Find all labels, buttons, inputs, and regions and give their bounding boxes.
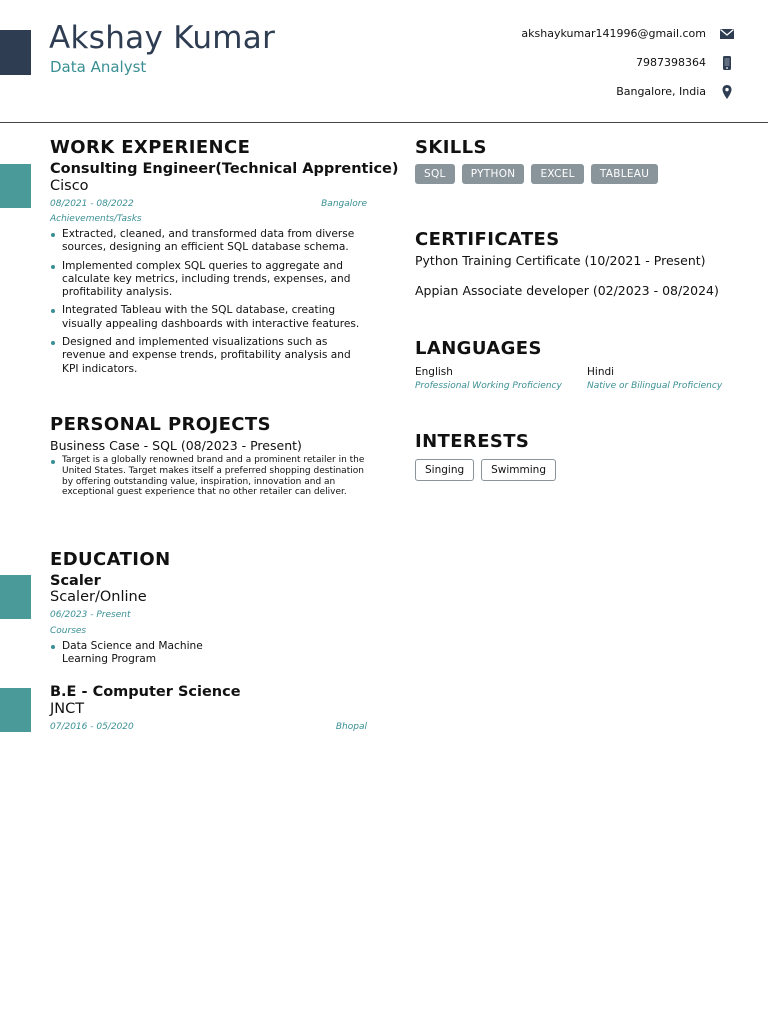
skill-tag: EXCEL	[531, 164, 583, 184]
work-experience-heading: WORK EXPERIENCE	[50, 137, 251, 158]
header-accent-bar	[0, 30, 31, 75]
education-degree: Scaler	[50, 573, 101, 589]
envelope-icon	[719, 26, 735, 42]
personal-projects-heading: PERSONAL PROJECTS	[50, 414, 271, 435]
interests-heading: INTERESTS	[415, 431, 530, 452]
interest-tag: Singing	[415, 459, 474, 481]
language-name: English	[415, 366, 453, 378]
job-subheading: Achievements/Tasks	[50, 214, 142, 224]
skill-tag: PYTHON	[462, 164, 525, 184]
skills-heading: SKILLS	[415, 137, 487, 158]
candidate-role: Data Analyst	[50, 58, 147, 76]
job-dates: 08/2021 - 08/2022	[50, 199, 134, 209]
skill-tag: TABLEAU	[591, 164, 658, 184]
certificate-item: Appian Associate developer (02/2023 - 08/2024)	[415, 283, 719, 298]
certificates-heading: CERTIFICATES	[415, 229, 560, 250]
education-dates: 07/2016 - 05/2020	[50, 722, 134, 732]
certificate-item: Python Training Certificate (10/2021 - Present)	[415, 253, 706, 268]
education-school: JNCT	[50, 701, 85, 717]
job-location: Bangalore	[321, 199, 367, 209]
interests-tag-list	[415, 459, 556, 481]
contact-location: Bangalore, India	[616, 85, 706, 98]
education-bullet-list	[50, 640, 220, 672]
education-subheading: Courses	[50, 626, 87, 636]
education-school: Scaler/Online	[50, 589, 147, 605]
education-heading: EDUCATION	[50, 549, 171, 570]
job-company: Cisco	[50, 178, 89, 194]
interest-tag: Swimming	[481, 459, 556, 481]
skill-tag: SQL	[415, 164, 455, 184]
list-item: Implemented complex SQL queries to aggregate and calculate key metrics, including trends, expenses, and profitability analysis.	[50, 260, 370, 300]
list-item: Data Science and Machine Learning Program	[50, 640, 220, 667]
project-name: Business Case - SQL (08/2023 - Present)	[50, 438, 302, 453]
language-name: Hindi	[587, 366, 615, 378]
education-degree: B.E - Computer Science	[50, 684, 241, 700]
language-level: Native or Bilingual Proficiency	[587, 381, 723, 391]
skills-tag-list	[415, 164, 658, 184]
list-item: Designed and implemented visualizations such as revenue and expense trends, profitability analysis and KPI indicators.	[50, 336, 370, 376]
list-item: Target is a globally renowned brand and a prominent retailer in the United States. Target makes itself a preferred shopping destination by offering outstanding value, inspiration, innovation and an exceptional guest experience that no other retailer can deliver.	[50, 455, 372, 498]
phone-icon	[719, 55, 735, 71]
contact-email[interactable]: akshaykumar141996@gmail.com	[521, 27, 706, 40]
list-item: Extracted, cleaned, and transformed data from diverse sources, designing an efficient SQL database schema.	[50, 228, 370, 255]
languages-heading: LANGUAGES	[415, 338, 542, 359]
contact-phone[interactable]: 7987398364	[636, 56, 706, 69]
job-position: Consulting Engineer(Technical Apprentice)	[50, 161, 399, 177]
map-pin-icon	[719, 84, 735, 100]
education-dates: 06/2023 - Present	[50, 610, 131, 620]
education-location: Bhopal	[335, 722, 367, 732]
job-bullet-list	[50, 228, 370, 381]
education-accent-bar	[0, 688, 31, 732]
language-level: Professional Working Proficiency	[415, 381, 562, 391]
job-accent-bar	[0, 164, 31, 208]
list-item: Integrated Tableau with the SQL database, creating visually appealing dashboards with interactive features.	[50, 304, 370, 331]
header-divider	[0, 122, 768, 123]
education-accent-bar	[0, 575, 31, 619]
project-bullet-list	[50, 455, 372, 503]
candidate-name: Akshay Kumar	[49, 20, 276, 56]
